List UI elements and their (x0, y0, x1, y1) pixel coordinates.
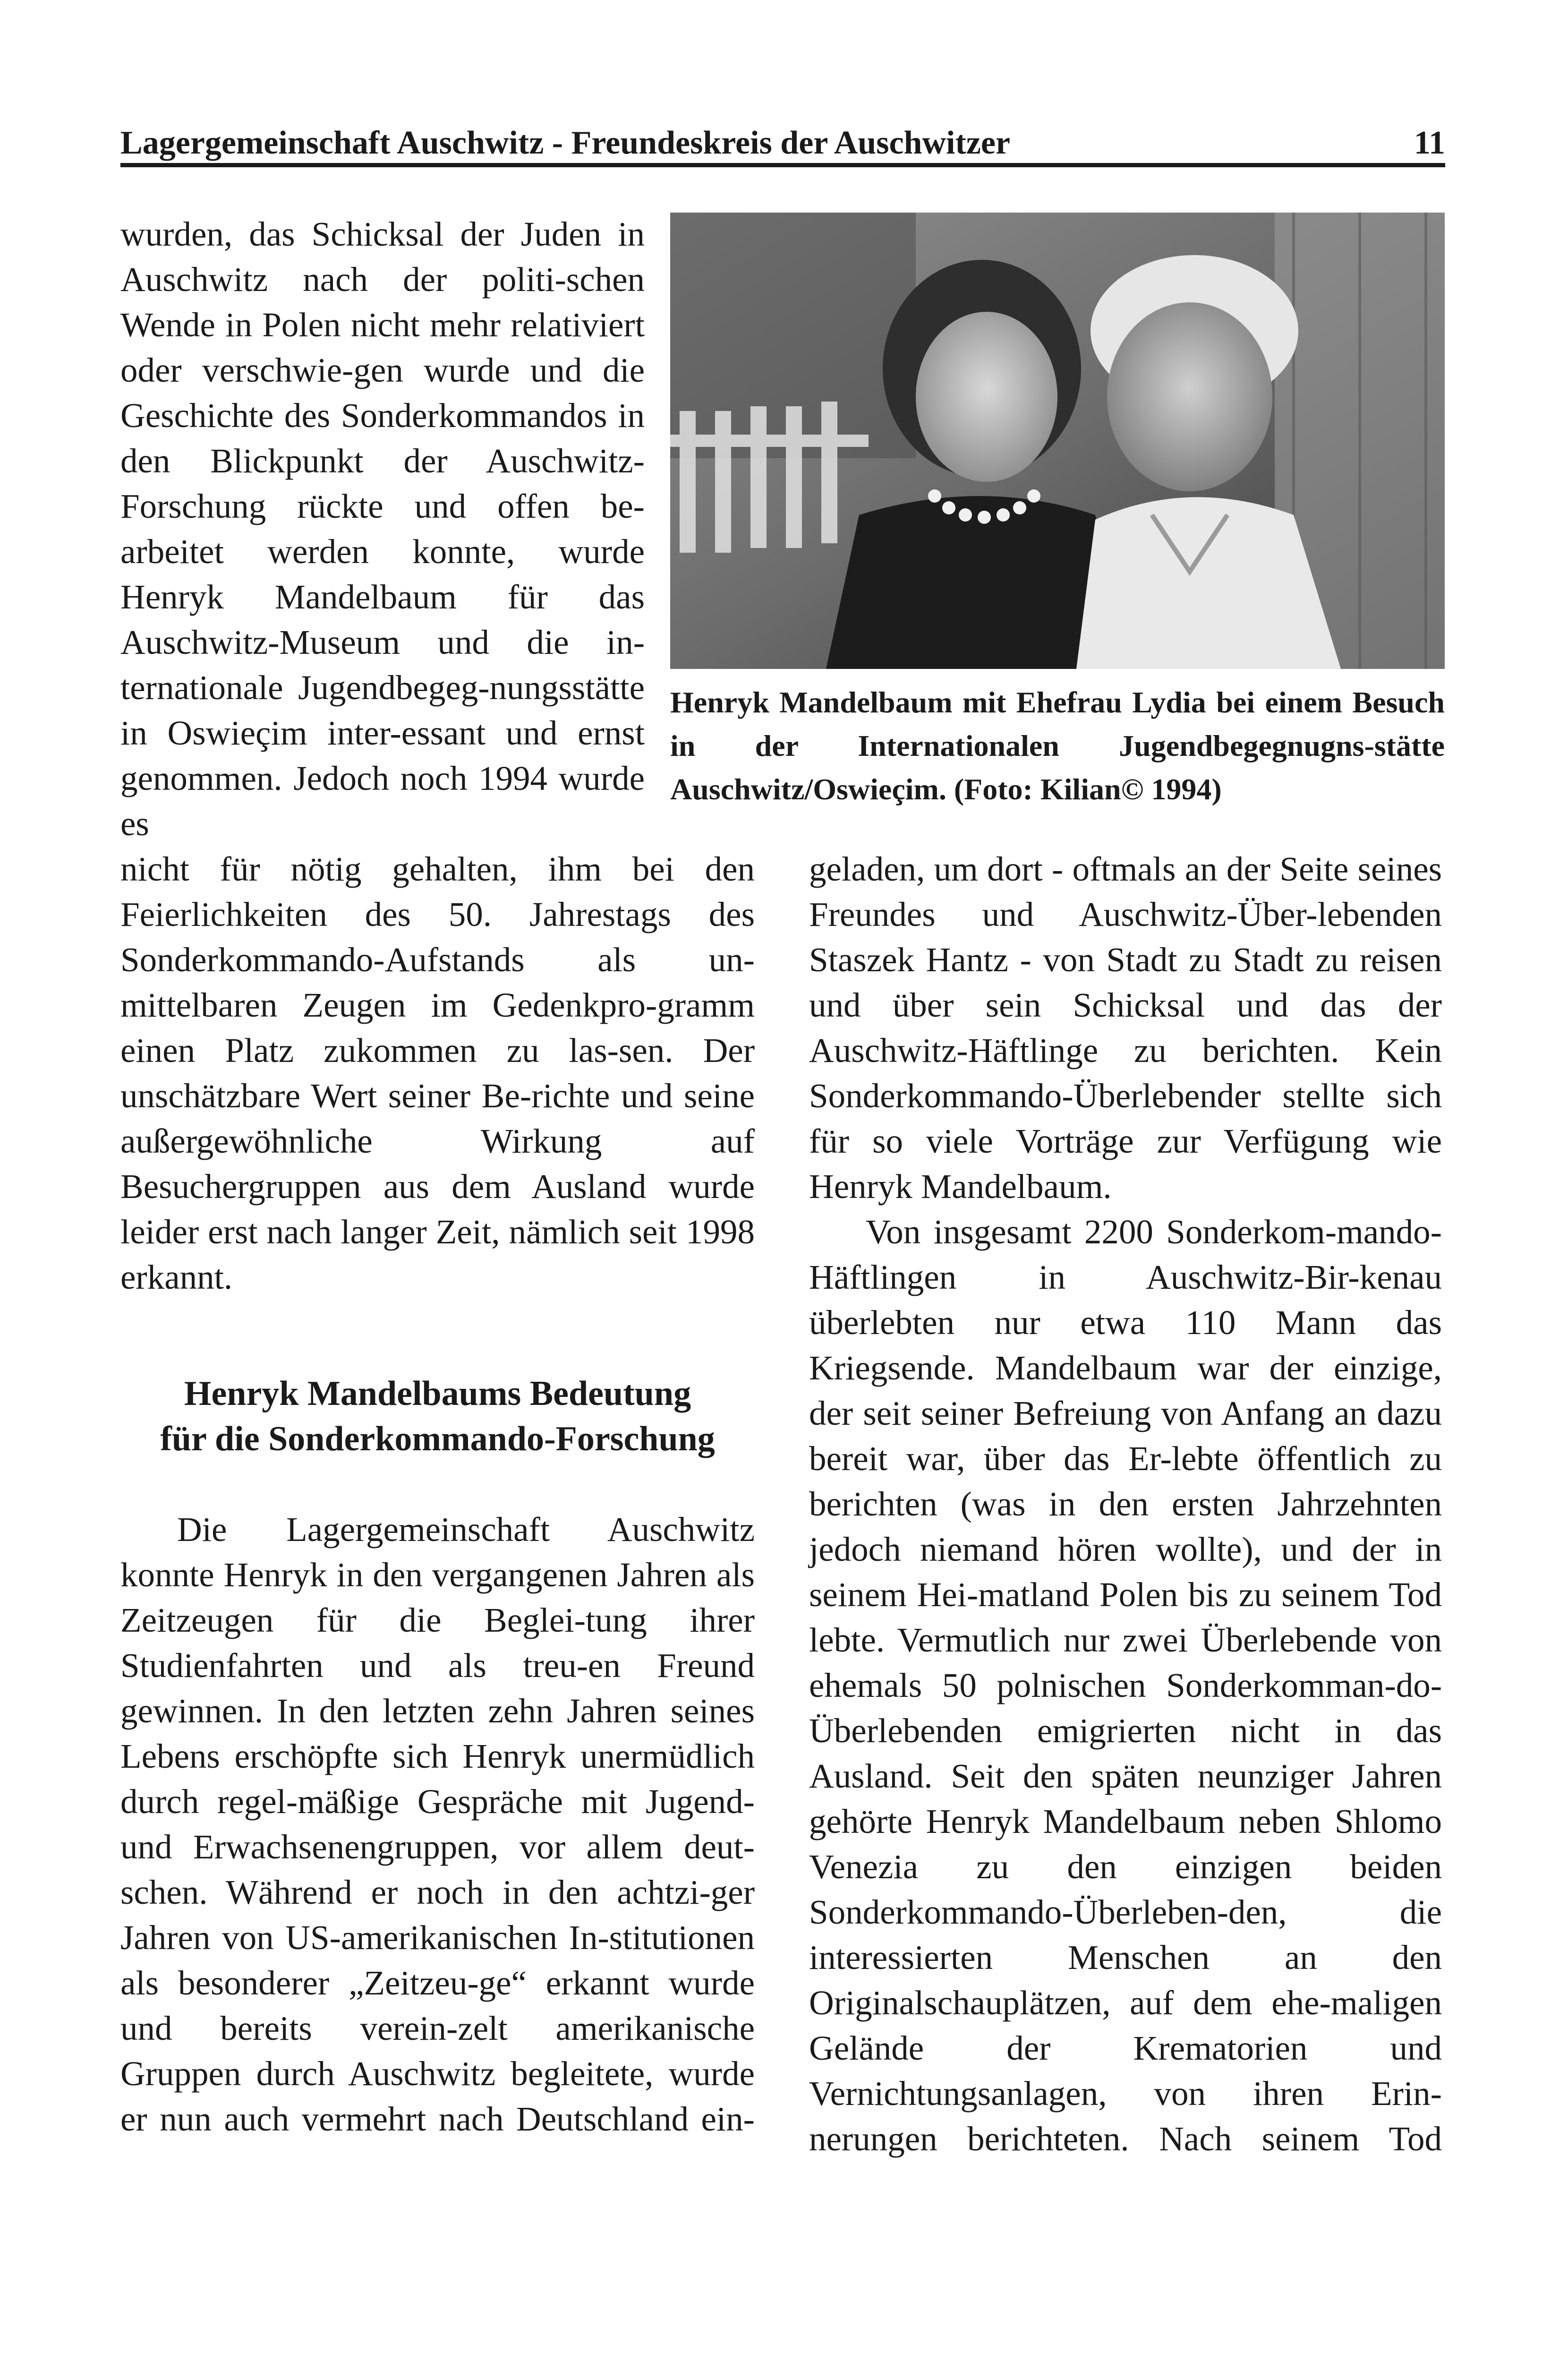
paragraph-continued: nicht für nötig gehalten, ihm bei den Feierlichkeiten des 50. Jahrestags des Sonderkommando-Aufstands als un-mittelbaren Zeugen im Gedenkpro-gramm einen Platz zukommen zu las-sen. Der unschätzbare Wert seiner Be-richte und seine außergewöhnliche Wirkung auf Besuchergruppen aus dem Ausland wurde leider erst nach langer Zeit, nämlich seit 1998 erkannt. (120, 850, 755, 1296)
right-column (809, 847, 1442, 2162)
left-column-section (120, 1507, 755, 2142)
left-column-top (120, 212, 645, 847)
running-header (120, 116, 1445, 167)
paragraph-section: Die Lagergemeinschaft Auschwitz konnte Henryk in den vergangenen Jahren als Zeitzeugen für die Beglei-tung ihrer Studienfahrten und als treu-en Freund gewinnen. In den letzten zehn Jahren seines Lebens erschöpfte sich Henryk unermüdlich durch regel-mäßige Gespräche mit Jugend- und Erwachsenengruppen, vor allem deut-schen. Während er noch in den achtzi-ger Jahren von US-amerikanischen In-stitutionen als besonderer „Zeitzeu-ge“ erkannt wurde und bereits verein-zelt amerikanische Gruppen durch Auschwitz begleitete, wurde er nun auch vermehrt nach Deutschland ein- (120, 1510, 755, 2138)
paragraph-top: wurden, das Schicksal der Juden in Auschwitz nach der politi-schen Wende in Polen nicht mehr relativiert oder verschwie-gen wurde und die Geschichte des Sonderkommandos in den Blickpunkt der Auschwitz-Forschung rückte und offen be-arbeitet werden konnte, wurde Henryk Mandelbaum für das Auschwitz-Museum und die in-ternationale Jugendbegeg-nungsstätte in Oswieçim inter-essant und ernst genommen. Jedoch noch 1994 wurde es (120, 215, 645, 843)
left-column-bottom (120, 847, 755, 1300)
right-paragraph-2: Von insgesamt 2200 Sonderkom-mando-Häftlingen in Auschwitz-Bir-kenau überlebten nur etwa 110 Mann das Kriegsende. Mandelbaum war der einzige, der seit seiner Befreiung von Anfang an dazu bereit war, über das Er-lebte öffentlich zu berichten (was in den ersten Jahrzehnten jedoch niemand hören wollte), und der in seinem Hei-matland Polen bis zu seinem Tod lebte. Vermutlich nur zwei Überlebende von ehemals 50 polnischen Sonderkomman-do-Überlebenden emigrierten nicht in das Ausland. Seit den späten neunziger Jahren gehörte Henryk Mandelbaum neben Shlomo Venezia zu den einzigen beiden Sonderkommando-Überleben-den, die interessierten Menschen an den Originalschauplätzen, auf dem ehe-maligen Gelände der Krematorien und Vernichtungsanlagen, von ihren Erin-nerungen berichteten. Nach seinem Tod (809, 1213, 1442, 2158)
photo-image (670, 213, 1445, 669)
photo-mandelbaum-couple (670, 213, 1445, 669)
section-subheading (120, 1371, 755, 1462)
page-number: 11 (1414, 125, 1445, 161)
photo-caption: Henryk Mandelbaum mit Ehefrau Lydia bei einem Besuch in der Internationalen Jugendbegegnugns-stätte Auschwitz/Oswieçim. (Foto: Kilian© 1994) (670, 685, 1445, 806)
header-title: Lagergemeinschaft Auschwitz - Freundeskreis der Auschwitzer (120, 125, 1010, 161)
subheading-line-2: für die Sonderkommando-Forschung (160, 1420, 715, 1458)
subheading-line-1: Henryk Mandelbaums Bedeutung (184, 1374, 691, 1413)
right-paragraph-1: geladen, um dort - oftmals an der Seite seines Freundes und Auschwitz-Über-lebenden Staszek Hantz - von Stadt zu Stadt zu reisen und über sein Schicksal und das der Auschwitz-Häftlinge zu berichten. Kein Sonderkommando-Überlebender stellte sich für so viele Vorträge zur Verfügung wie Henryk Mandelbaum. (809, 850, 1442, 1206)
